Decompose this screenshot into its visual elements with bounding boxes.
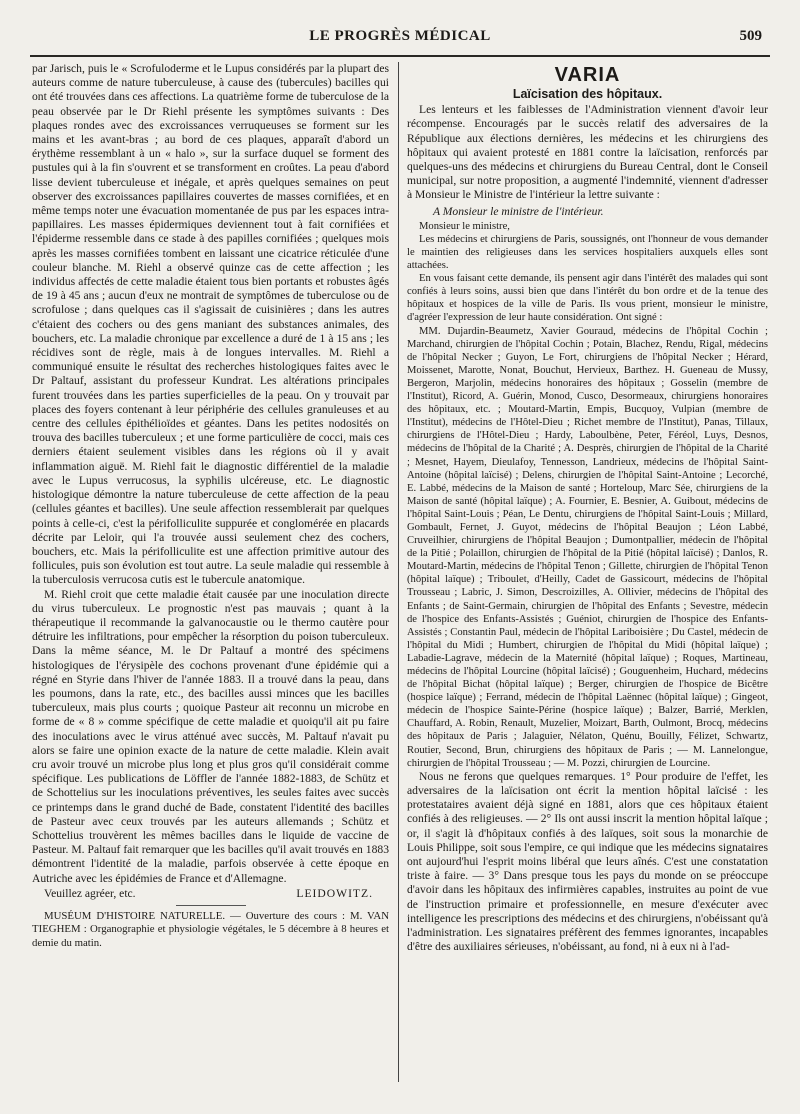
museum-notice: MUSÉUM D'HISTOIRE NATURELLE. — Ouverture des cours : M. VAN TIEGHEM : Organographie et physiologie végétales, le 5 décembre à 8 heures et demie du matin. xyxy=(32,909,389,949)
letter-signoff xyxy=(32,887,389,901)
author-signature: LEIDOWITZ. xyxy=(296,886,373,900)
notice-divider xyxy=(176,905,246,906)
letter-address: A Monsieur le ministre de l'intérieur. xyxy=(433,204,604,218)
article-subtitle: Laïcisation des hôpitaux. xyxy=(512,87,663,101)
header-rule xyxy=(30,55,770,57)
letter-body-2: En vous faisant cette demande, ils pensent agir dans l'intérêt des malades qui sont confiés à leurs soins, aussi bien que dans l'intérêt du bon ordre et de la tenue des hôpitaux et hospices de la ville de Paris. Ils vous prient, monsieur le ministre, d'agréer l'expression de leur haute considération. Ont signé : xyxy=(407,273,768,324)
letter-salutation: Monsieur le ministre, xyxy=(419,220,510,232)
letter-body-1: Les médecins et chirurgiens de Paris, soussignés, ont l'honneur de vous demander le maintien des religieuses dans les services hospitaliers auxquels elles sont attachées. xyxy=(407,233,768,272)
left-column xyxy=(32,62,389,1092)
signatories-list: MM. Dujardin-Beaumetz, Xavier Gouraud, médecins de l'hôpital Cochin ; Marchand, chirurgien de l'hôpital Cochin ; Potain, Blachez, Rendu, Rigal, médecins de l'hôpital Necker ; Guyon, Le Fort, chirurgiens de l'hôpital Necker ; Hérard, Moissenet, Marotte, Nonat, Bouchut, Hervieux, Barthez. H. Gueneau de Mussy, Bergeron, Marjolin, médecins honoraires des hôpitaux ; Gosselin (membre de l'Institut), Ricord, A. Guérin, Monod, Cusco, Desormeaux, chirurgiens honoraires des hôpitaux, etc. ; Moutard-Martin, Empis, Bucquoy, Vulpian (membre de l'Institut), médecins de l'Hôtel-Dieu ; Richet membre de l'Institut), Panas, Tillaux, chirurgiens de l'Hôtel-Dieu ; Hardy, Laboulbène, Peter, Féréol, Luys, Desnos, médecins de l'hôpital de la Charité ; A. Desprès, chirurgien de l'hôpital de la Charité ; Mesnet, Hayem, Dieulafoy, Tennesson, Landrieux, médecins de l'hôpital Saint-Antoine (hôpital laïcisé) ; Delens, chirurgien de l'hôpital Saint-Antoine ; Lecorché, E. Labbé, médecins de la Maison de santé ; Horteloup, Marc Sée, chirurgiens de la Maison de santé (hôpital laïque) ; A. Fournier, E. Besnier, A. Guibout, médecins de l'hôpital Saint-Louis ; Péan, Le Dentu, chirurgiens de l'hôpital Saint-Louis ; Millard, Gombault, Fernet, J. Guyot, médecins de l'hôpital Beaujon ; Léon Labbé, Cruveilhier, chirurgiens de l'hôpital Beaujon ; Dumontpallier, médecin de l'hôpital de la Pitié ; Polaillon, chirurgien de l'hôpital de la Pitié (hôpital laïcisé) ; Danlos, R. Moutard-Martin, médecins de l'hôpital Tenon ; Gillette, chirurgien de l'hôpital Tenon (hôpital laïque) ; Triboulet, d'Heilly, Cadet de Gassicourt, médecins de l'hôpital Trousseau ; Labric, J. Simon, Descroizilles, A. Ollivier, médecins de l'hôpital des Enfants ; de Saint-Germain, chirurgien de l'hôpital des Enfants ; Sevestre, médecin de l'hospice des Enfants-Assistés ; Guéniot, chirurgien de l'hospice des Enfants-Assistés ; Constantin Paul, médecin de l'hôpital Lariboisière ; Du Castel, médecin de l'hôpital du Midi ; Humbert, chirurgien de l'hôpital du Midi (hôpital laïque) ; Labadie-Lagrave, médecin de la Maternité (hôpital laïque) ; Roques, Martineau, médecins de l'hôpital Lourcine (hôpital laïcisé) ; Gouguenheim, Huchard, médecins de l'hôpital Bichat (hôpital laïque) ; Berger, chirurgien de l'hospice de Bicêtre (hospice laïque) ; Ferrand, médecin de l'hôpital Laënnec (hôpital laïque) ; Gingeot, médecin de l'hospice Sainte-Périne (hospice laïque) ; Balzer, Barrié, Merklen, Chauffard, A. Robin, Renault, Muzelier, Moizart, Barth, Oulmont, Brocq, médecins des hôpitaux de Paris ; Jalaguier, Nélaton, Quénu, Bouilly, Félizet, Schwartz, Routier, Second, Brun, chirurgiens des hôpitaux de Paris ; — M. Lannelongue, chirurgien de l'hôpital Trousseau ; — M. Pozzi, chirurgien de Lourcine. xyxy=(407,325,768,769)
section-title: VARIA xyxy=(554,64,621,86)
right-column xyxy=(407,62,768,1092)
riehl-paltauf-paragraph: M. Riehl croit que cette maladie était causée par une inoculation directe du virus tuberculeux. Le prognostic n'est pas mauvais ; quant à la thérapeutique il recommande la galvanocaustie ou le thermo cautère pour détruire les infiltrations, pour empêcher la résorption du poison tuberculeux. Dans la même séance, M. le Dr Paltauf a montré des spécimens histologiques de l'érysipèle des cochons provenant d'une épidémie qui a régné en Styrie dans l'hiver de l'année 1883. Il a trouvé dans la peau, dans les poumons, dans la rate, etc., des bacilles aussi minces que les bacilles tuberculeux, mais plus courts ; quoique Pasteur ait reconnu un microbe en forme de « 8 » comme spécifique de cette maladie et quoiqu'il ait pu faire des inoculations avec le virus atténué avec succès, M. Paltauf n'avait pu alors se faire une opinion exacte de la nature de cette maladie. Klein avait cru avoir trouvé un microbe plus long et plus gros qu'il considérait comme spécifique. Les publications de Löffler de l'année 1882-1883, de Schütz et de Schottelius sur les inoculations préventives, les seules faites avec succès ce printemps dans le grand duché de Bade, constatent l'identité des bacilles de Pasteur avec ceux trouvés par les auteurs allemands ; Schütz et Schottelius trouvèrent les mêmes bacilles dans le liquide de vaccine de Pasteur. M. Paltauf fait remarquer que les bacilles qu'il avait trouvés en 1883 démontrent l'identité de la maladie, parfois observée à cette époque en Autriche avec les épidémies de France et d'Allemagne. xyxy=(32,587,389,885)
column-divider xyxy=(398,62,399,1082)
closing-formula: Veuillez agréer, etc. xyxy=(44,886,136,900)
page-number: 509 xyxy=(739,28,762,44)
journal-title: LE PROGRÈS MÉDICAL xyxy=(309,28,491,44)
article-intro: Les lenteurs et les faiblesses de l'Administration viennent d'avoir leur récompense. Encouragés par le succès relatif des adversaires de la République aux élections dernières, les médecins et les chirurgiens des hôpitaux qui avaient protesté en 1881 contre la laïcisation, renforcés par quelques-uns des médecins et chirurgiens du Bureau Central, dont le Conseil municipal, sur notre proposition, a augmenté l'indemnité, viennent d'adresser à Monsieur le Ministre de l'intérieur la lettre suivante : xyxy=(407,103,768,202)
running-header xyxy=(30,28,770,50)
editor-remarks: Nous ne ferons que quelques remarques. 1° Pour produire de l'effet, les adversaires de la laïcisation ont écrit la mention hôpital laïcisé : les protestataires avaient déjà signé en 1881, alors que ces hôpitaux étaient confiés à des religieuses. — 2° Ils ont aussi inscrit la mention hôpital laïque ; or, il s'agit là d'hôpitaux confiés à des laïques, soit sous la monarchie de Louis Philippe, soit sous l'empire, ce qui indique que les médecins signataires ont aujourd'hui l'esprit moins libéral que leurs aînés. C'est une constatation triste à faire. — 3° Dans presque tous les pays du monde on se préoccupe d'avoir dans les hôpitaux des infirmières capables, instruites au point de vue de l'instruction primaire et professionnelle, en mesure d'exécuter avec intelligence les prescriptions des médecins et des chirurgiens, n'obéissant qu'à l'administration. Les signataires préfèrent des femmes ignorantes, incapables d'être des auxiliaires sérieuses, n'obéissant, au fond, ni à eux ni à l'ad- xyxy=(407,769,768,954)
tuberculosis-paragraph: par Jarisch, puis le « Scrofuloderme et le Lupus considérés par la plupart des auteurs comme de nature tuberculeuse, à cause des (tubercules) bacilles qui ont été trouvées dans ces affections. La quatrième forme de tuberculose de la peau observée par le Dr Riehl présente les symptômes suivants : Des plaques rondes avec des excroissances verruqueuses se forment sur les mains et les avant-bras ; au bord de ces plaques, apparaît d'abord un érythème ressemblant à un « halo », sur la surface duquel se forment des pustules qui à la fin s'ouvrent et se transforment en croûtes. La peau d'abord lisse devient tuberculeuse et inégale, et après quelques semaines on peut observer des excroissances papillaires couvertes de masses cornifiées, et en même temps noter une évacuation momentanée de pus par les espaces intra-papillaires. Les masses épidermiques deviennent tout à fait cornifiées et l'épiderme ressemble dans ce stade à des papilles cornifiées ; quelques mois après les masses cornifiées tombent en laissant une cicatrice réticulée d'une couleur blanche. M. Riehl a observé quinze cas de cette affection ; les individus affectés de cette maladie étaient tous bien portants et robustes âgés de 19 à 45 ans ; aucun d'eux ne montrait de symptômes de tuberculose ou de scrofulose ; dans quelques cas il s'agissait de cuisinières ; dans les autres c'étaient des cochers ou des gens maniant des substances animales, des bouchers, etc. La maladie chronique par excellence a duré de 1 à 15 ans ; les récidives sont de règle, mais à de longues intervalles. M. Riehl a communiqué ensuite le résultat des recherches histologiques faites avec le Dr Paltauf, assistant du professeur Kundrat. Les altérations principales furent trouvées dans les parties superficielles de la peau. On y trouvait par places des foyers contenant à leur périphérie des cellules granuleuses et au centre des cellules épithélioïdes et géantes. Dans les petites nodosités on trouva des bacilles tuberculeux ; et une forme particulière de cocci, mais ces derniers étaient seulement visibles dans les régions où il y avait inflammation aiguë. M. Riehl fait le diagnostic différentiel de la maladie avec le Lupus verrucosus, la syphilis ulcéreuse, etc. Le diagnostic histologique démontre la nature tuberculeuse de cette affection de la peau (cellules géantes et bacilles). Une seule affection ressemblerait par quelques points à celle-ci, c'est la périfolliculite suppurée et conglomérée en placards décrite par Leloir, qui l'a trouvée aussi seulement chez des cochers, bouchers, etc. Mais la périfolliculite est une affection primitive autour des follicules, puis son évolution est tout autre. La seule maladie qui ressemble à la tuberculosis verrucosa cutis est le tubercule anatomique. xyxy=(32,62,389,587)
